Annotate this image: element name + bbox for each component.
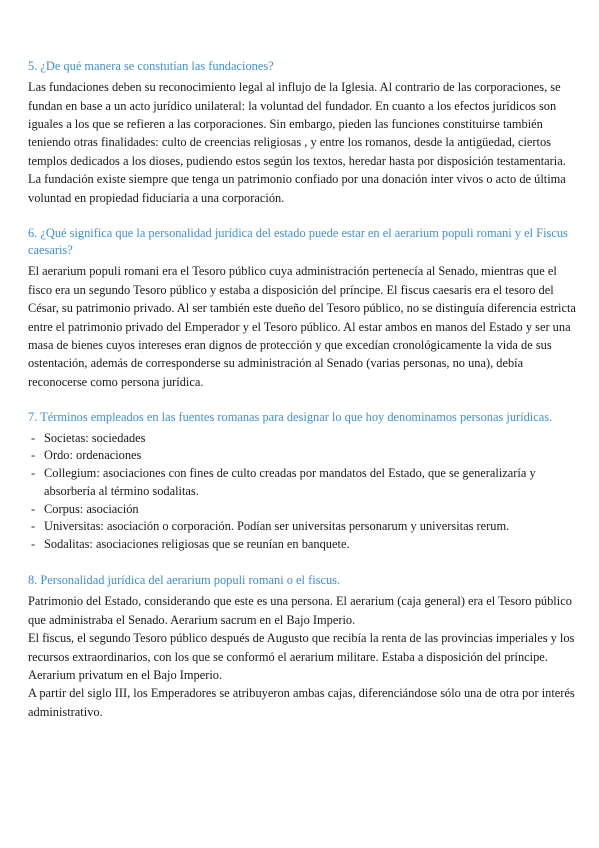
- section-heading: 7. Términos empleados en las fuentes romanas para designar lo que hoy denominamos personas jurídicas.: [28, 410, 553, 425]
- list-marker: -: [31, 501, 36, 516]
- section-paragraph: Patrimonio del Estado, considerando que este es una persona. El aerarium (caja general) era el Tesoro público que administraba el Senado. Aerarium sacrum en el Bajo Imperio.: [28, 594, 572, 627]
- list-item-text: Collegium: asociaciones con fines de culto creadas por mandatos del Estado, que se generalizaría y absorbería al término sodalitas.: [44, 466, 536, 498]
- list-marker: -: [31, 466, 36, 481]
- terms-list: [28, 430, 577, 555]
- list-marker: -: [31, 448, 36, 463]
- list-item: [28, 430, 577, 448]
- section-heading: 5. ¿De qué manera se constutían las fundaciones?: [28, 59, 274, 73]
- list-item-text: Universitas: asociación o corporación. Podían ser universitas personarum y universitas rerum.: [44, 519, 510, 534]
- list-item: [28, 518, 577, 536]
- list-marker: -: [31, 537, 36, 552]
- section-6: [28, 225, 577, 391]
- section-heading: 6. ¿Qué significa que la personalidad jurídica del estado puede estar en el aerarium populi romani y el Fiscus caesaris?: [28, 226, 568, 258]
- section-5: [28, 58, 577, 207]
- list-item-text: Ordo: ordenaciones: [44, 448, 142, 463]
- section-heading: 8. Personalidad jurídica del aerarium populi romani o el fiscus.: [28, 573, 341, 588]
- list-item: [28, 465, 577, 501]
- list-marker: -: [31, 519, 36, 534]
- list-marker: -: [31, 430, 36, 445]
- section-7: [28, 409, 577, 554]
- section-paragraph: El fiscus, el segundo Tesoro público después de Augusto que recibía la renta de las provincias imperiales y los recursos extraordinarios, con los que se conformó el aerarium militare. Estaba a disposición del príncipe. Aerarium privatum en el Bajo Imperio.: [28, 631, 575, 682]
- section-paragraph: A partir del siglo III, los Emperadores se atribuyeron ambas cajas, diferenciándose sólo una de otra por interés administrativo.: [28, 686, 575, 719]
- section-paragraph: El aerarium populi romani era el Tesoro público cuya administración pertenecía al Senado, mientras que el fisco era un segundo Tesoro público y estaba a disposición del príncipe. El fiscus caesaris era el tesoro del César, su patrimonio privado. Al ser también este dueño del Tesoro público, no se distinguía diferencia estricta entre el patrimonio privado del Emperador y el Tesoro público. Al estar ambos en manos del Estado y ser una masa de bienes cuyos intereses eran dignos de protección y que excedían cronológicamente la vida de sus ostentación, además de corresponderse su administración al Senado (varias personas, no una), debía reconocerse como persona jurídica.: [28, 264, 576, 389]
- list-item: [28, 536, 577, 554]
- list-item-text: Societas: sociedades: [44, 430, 146, 445]
- section-paragraph: Las fundaciones deben su reconocimiento legal al influjo de la Iglesia. Al contrario de las corporaciones, se fundan en base a un acto jurídico unilateral: la voluntad del fundador. En cuanto a los efectos jurídicos son iguales a los que se refieren a las corporaciones. Sin embargo, pieden las funciones constituirse también teniendo otras finalidades: culto de creencias religiosas , y entre los romanos, desde la antigüedad, ciertos templos dedicados a los dioses, pudiendo estos según los textos, heredar hasta por disposición testamentaria. La fundación existe siempre que tenga un patrimonio confiado por una donación inter vivos o acto de última voluntad en propiedad fiduciaria a una corporación.: [28, 80, 566, 205]
- list-item-text: Sodalitas: asociaciones religiosas que se reunían en banquete.: [44, 537, 350, 552]
- list-item: [28, 501, 577, 519]
- list-item-text: Corpus: asociación: [44, 501, 139, 516]
- list-item: [28, 447, 577, 465]
- section-8: [28, 572, 577, 721]
